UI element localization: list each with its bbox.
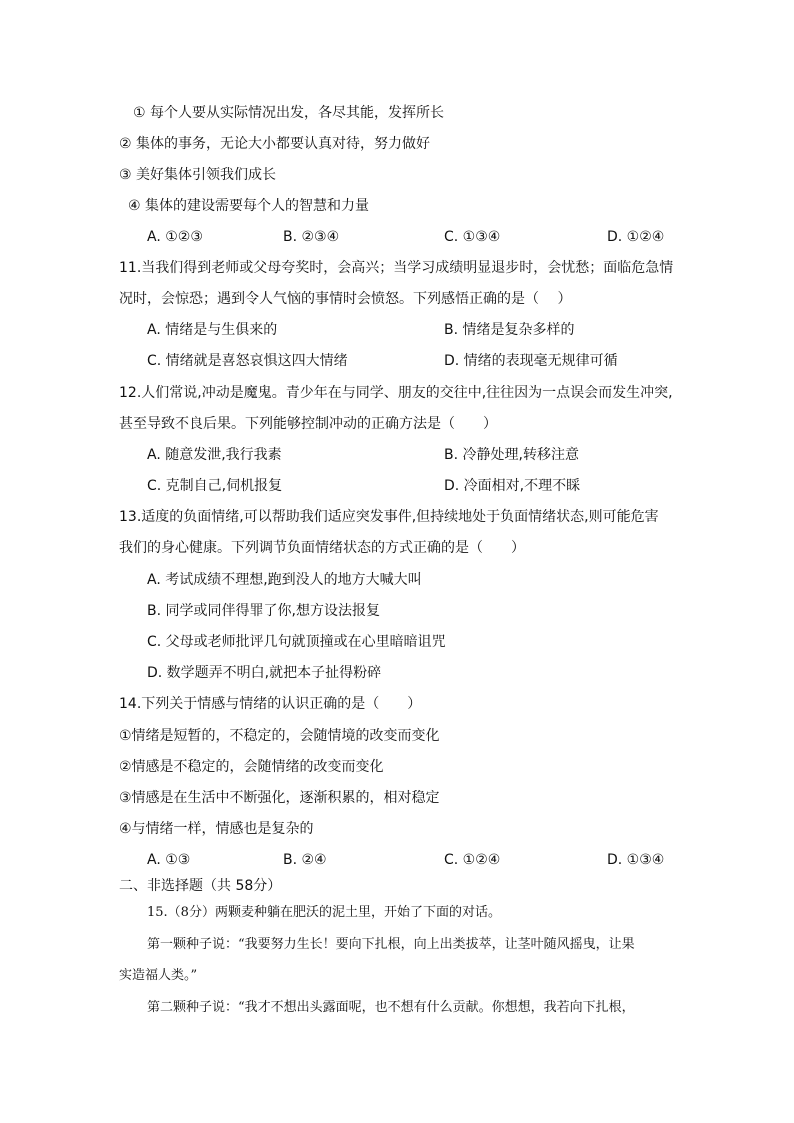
q15-paragraph-2-line-1: 第二颗种子说：“我才不想出头露面呢，也不想有什么贡献。你想想，我若向下扎根， [147, 1000, 635, 1015]
q15-stem: 15.（8分）两颗麦种躺在肥沃的泥土里，开始了下面的对话。 [147, 905, 501, 920]
q12-option-c: C. 克制自己,伺机报复 [147, 478, 283, 494]
q12-stem-line-1: 12.人们常说,冲动是魔鬼。青少年在与同学、朋友的交往中,往往因为一点误会而发生冲突, [119, 385, 673, 401]
q14-option-c: C. ①②④ [444, 852, 501, 868]
q13-option-b: B. 同学或同伴得罪了你,想方设法报复 [147, 603, 380, 619]
q11-option-d: D. 情绪的表现毫无规律可循 [444, 353, 618, 369]
q10-statement-4: ④ 集体的建设需要每个人的智慧和力量 [128, 198, 369, 214]
q14-option-d: D. ①③④ [607, 852, 665, 868]
q11-option-a: A. 情绪是与生俱来的 [147, 322, 278, 338]
q12-stem-line-2: 甚至导致不良后果。下列能够控制冲动的正确方法是（ ） [119, 416, 497, 432]
q13-stem-line-1: 13.适度的负面情绪,可以帮助我们适应突发事件,但持续地处于负面情绪状态,则可能危害 [119, 509, 659, 525]
q13-option-c: C. 父母或老师批评几句就顶撞或在心里暗暗诅咒 [147, 634, 446, 650]
q13-option-d: D. 数学题弄不明白,就把本子扯得粉碎 [147, 665, 382, 681]
q14-statement-3: ③情感是在生活中不断强化，逐渐积累的，相对稳定 [119, 790, 440, 806]
q15-paragraph-1-line-1: 第一颗种子说：“我要努力生长！要向下扎根，向上出类拔萃，让茎叶随风摇曳，让果 [147, 937, 635, 952]
q14-statement-4: ④与情绪一样，情感也是复杂的 [119, 821, 314, 837]
q13-stem-line-2: 我们的身心健康。下列调节负面情绪状态的方式正确的是（ ） [119, 540, 525, 556]
q14-statement-2: ②情感是不稳定的，会随情绪的改变而变化 [119, 759, 384, 775]
q14-option-a: A. ①③ [147, 852, 191, 868]
q14-option-b: B. ②④ [283, 852, 327, 868]
q10-option-d: D. ①②④ [607, 229, 665, 245]
q10-option-b: B. ②③④ [283, 229, 340, 245]
q11-option-c: C. 情绪就是喜怒哀惧这四大情绪 [147, 353, 348, 369]
q12-option-b: B. 冷静处理,转移注意 [444, 447, 579, 463]
q11-stem-line-2: 况时，会惊恐；遇到令人气恼的事情时会愤怒。下列感悟正确的是（ ） [119, 291, 572, 307]
q10-statement-3: ③ 美好集体引领我们成长 [119, 167, 277, 183]
q11-stem-line-1: 11.当我们得到老师或父母夸奖时，会高兴；当学习成绩明显退步时，会忧愁；面临危急情 [119, 260, 674, 276]
q10-option-c: C. ①③④ [444, 229, 501, 245]
q12-option-d: D. 冷面相对,不理不睬 [444, 478, 581, 494]
q14-statement-1: ①情绪是短暂的，不稳定的，会随情境的改变而变化 [119, 728, 440, 744]
section-title: 二、非选择题（共 58分） [119, 878, 282, 894]
q13-option-a: A. 考试成绩不理想,跑到没人的地方大喊大叫 [147, 572, 422, 588]
q15-paragraph-1-line-2: 实造福人类。” [119, 968, 198, 983]
q14-stem: 14.下列关于情感与情绪的认识正确的是（ ） [119, 696, 422, 712]
q10-option-a: A. ①②③ [147, 229, 203, 245]
q12-option-a: A. 随意发泄,我行我素 [147, 447, 282, 463]
q10-statement-1: ① 每个人要从实际情况出发，各尽其能，发挥所长 [133, 105, 444, 121]
q10-statement-2: ② 集体的事务，无论大小都要认真对待，努力做好 [119, 136, 430, 152]
q11-option-b: B. 情绪是复杂多样的 [444, 322, 575, 338]
